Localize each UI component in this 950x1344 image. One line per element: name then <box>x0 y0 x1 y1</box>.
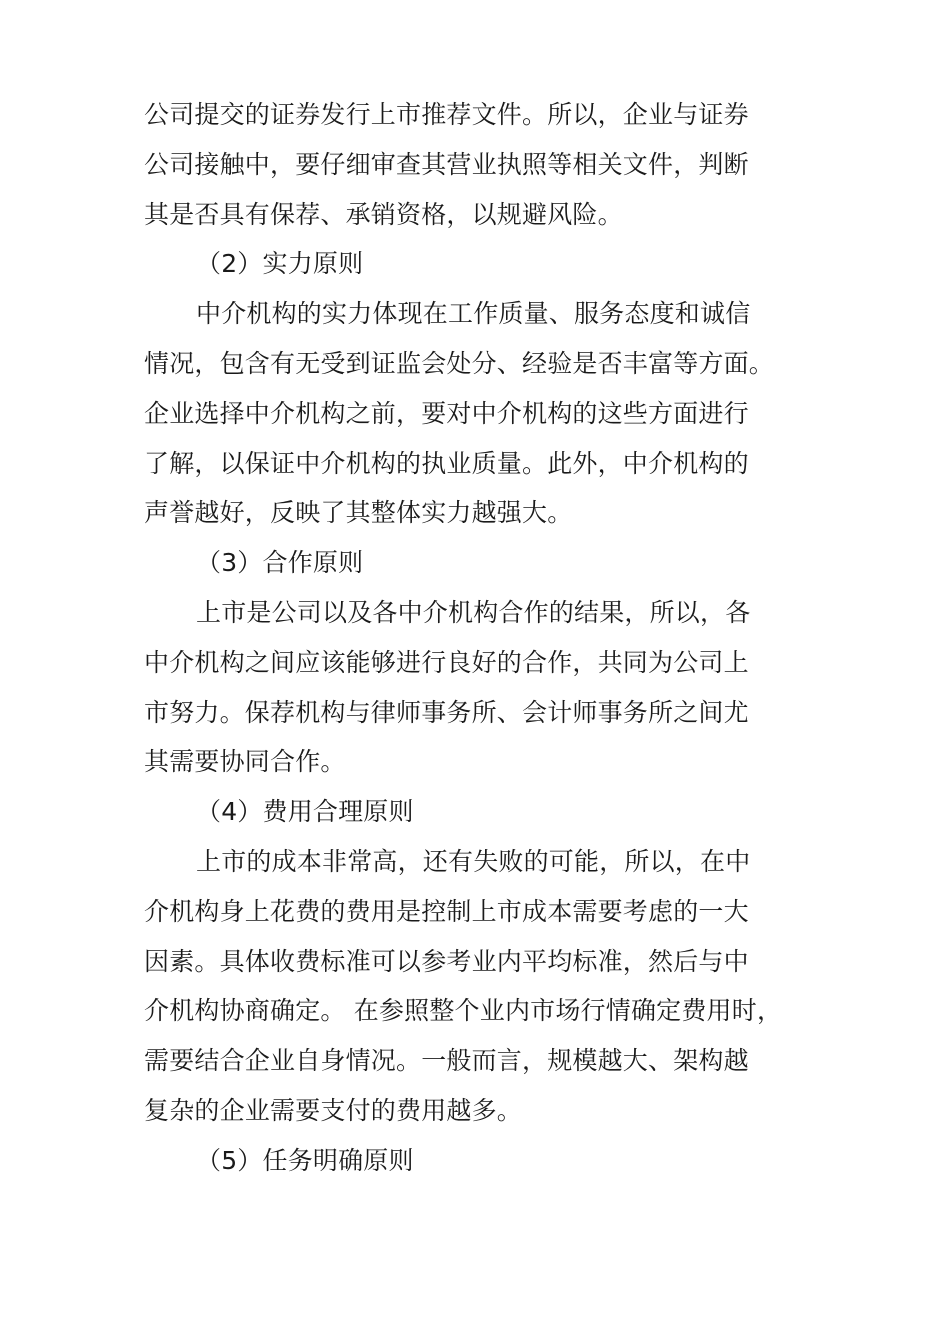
text-line: 其需要协同合作。 <box>144 747 346 777</box>
text-line: 中介机构之间应该能够进行良好的合作，共同为公司上 <box>144 647 749 677</box>
text-line: 介机构协商确定。 在参照整个业内市场行情确定费用时， <box>144 996 783 1026</box>
text-line: 上市是公司以及各中介机构合作的结果，所以，各 <box>196 597 751 627</box>
text-line: 其是否具有保荐、承销资格，以规避风险。 <box>144 199 623 229</box>
text-line: 因素。具体收费标准可以参考业内平均标准，然后与中 <box>144 946 749 976</box>
text-line: 介机构身上花费的费用是控制上市成本需要考虑的一大 <box>144 896 749 926</box>
section-heading: （2）实力原则 <box>196 249 364 279</box>
text-line: 情况，包含有无受到证监会处分、经验是否丰富等方面。 <box>144 348 775 378</box>
text-line: 了解，以保证中介机构的执业质量。此外，中介机构的 <box>144 448 749 478</box>
text-line: 市努力。保荐机构与律师事务所、会计师事务所之间尤 <box>144 697 749 727</box>
text-line: 复杂的企业需要支付的费用越多。 <box>144 1095 523 1125</box>
section-heading: （5）任务明确原则 <box>196 1145 414 1175</box>
section-heading: （4）费用合理原则 <box>196 797 414 827</box>
text-line: 上市的成本非常高，还有失败的可能，所以，在中 <box>196 846 751 876</box>
text-line: 公司接触中，要仔细审查其营业执照等相关文件，判断 <box>144 149 749 179</box>
text-line: 企业选择中介机构之前，要对中介机构的这些方面进行 <box>144 398 749 428</box>
text-line: 需要结合企业自身情况。一般而言，规模越大、架构越 <box>144 1046 749 1076</box>
text-line: 声誉越好，反映了其整体实力越强大。 <box>144 498 573 528</box>
section-heading: （3）合作原则 <box>196 548 364 578</box>
document-page <box>144 90 814 1186</box>
text-line: 公司提交的证券发行上市推荐文件。所以，企业与证券 <box>144 100 749 129</box>
text-line: 中介机构的实力体现在工作质量、服务态度和诚信 <box>196 299 751 329</box>
